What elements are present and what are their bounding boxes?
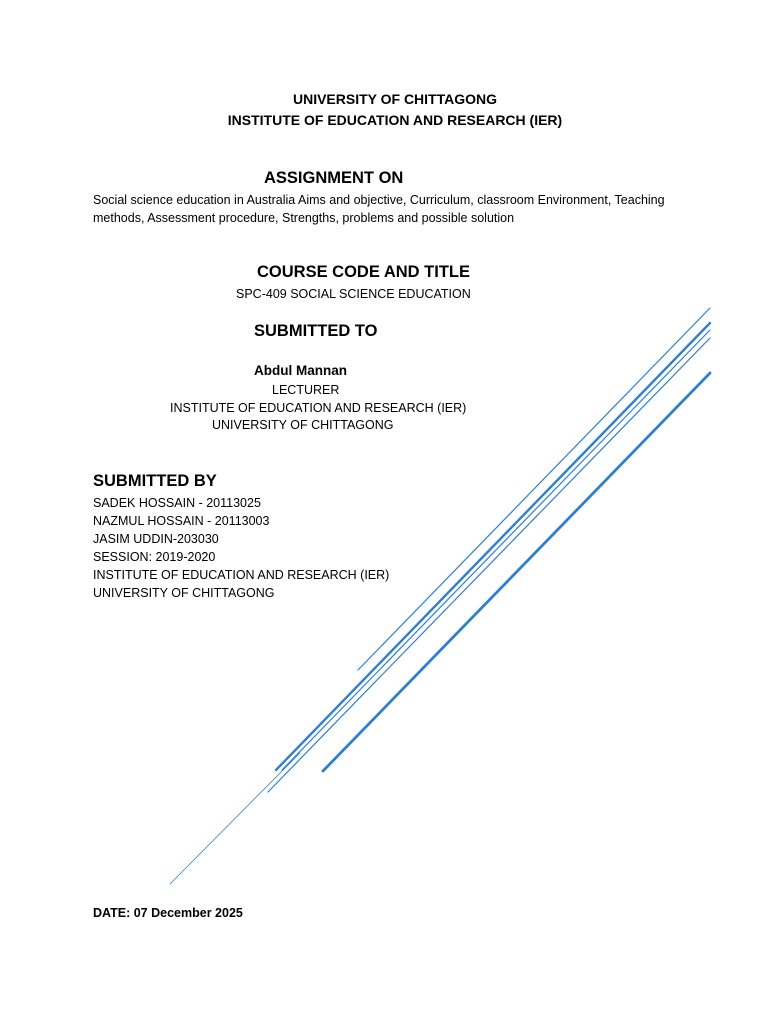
submitted-by-heading: SUBMITTED BY — [93, 472, 217, 490]
institute-title: INSTITUTE OF EDUCATION AND RESEARCH (IER) — [227, 112, 563, 128]
list-item: SADEK HOSSAIN - 20113025 — [93, 496, 261, 510]
diagonal-line — [276, 323, 710, 770]
list-item: SESSION: 2019-2020 — [93, 550, 216, 564]
course-code-title: SPC-409 SOCIAL SCIENCE EDUCATION — [236, 287, 471, 301]
assignment-heading: ASSIGNMENT ON — [264, 169, 404, 187]
list-item: JASIM UDDIN-203030 — [93, 532, 219, 546]
supervisor-university: UNIVERSITY OF CHITTAGONG — [212, 418, 394, 432]
diagonal-line — [170, 753, 300, 884]
submission-date: DATE: 07 December 2025 — [93, 906, 243, 920]
diagonal-line — [282, 330, 710, 770]
supervisor-institute: INSTITUTE OF EDUCATION AND RESEARCH (IER) — [170, 401, 467, 415]
course-heading: COURSE CODE AND TITLE — [257, 263, 470, 281]
submitted-to-heading: SUBMITTED TO — [254, 322, 378, 340]
supervisor-name: Abdul Mannan — [254, 363, 347, 378]
supervisor-designation: LECTURER — [272, 383, 340, 397]
list-item: UNIVERSITY OF CHITTAGONG — [93, 586, 275, 600]
assignment-description: Social science education in Australia Aims and objective, Curriculum, classroom Environment, Teaching methods, Assessment procedure, Strengths, problems and possible solution — [93, 193, 665, 225]
list-item: NAZMUL HOSSAIN - 20113003 — [93, 514, 270, 528]
university-title: UNIVERSITY OF CHITTAGONG — [292, 91, 498, 107]
diagonal-line — [358, 308, 710, 670]
list-item: INSTITUTE OF EDUCATION AND RESEARCH (IER) — [93, 568, 390, 582]
diagonal-line — [268, 338, 710, 792]
diagonal-line — [323, 373, 710, 771]
